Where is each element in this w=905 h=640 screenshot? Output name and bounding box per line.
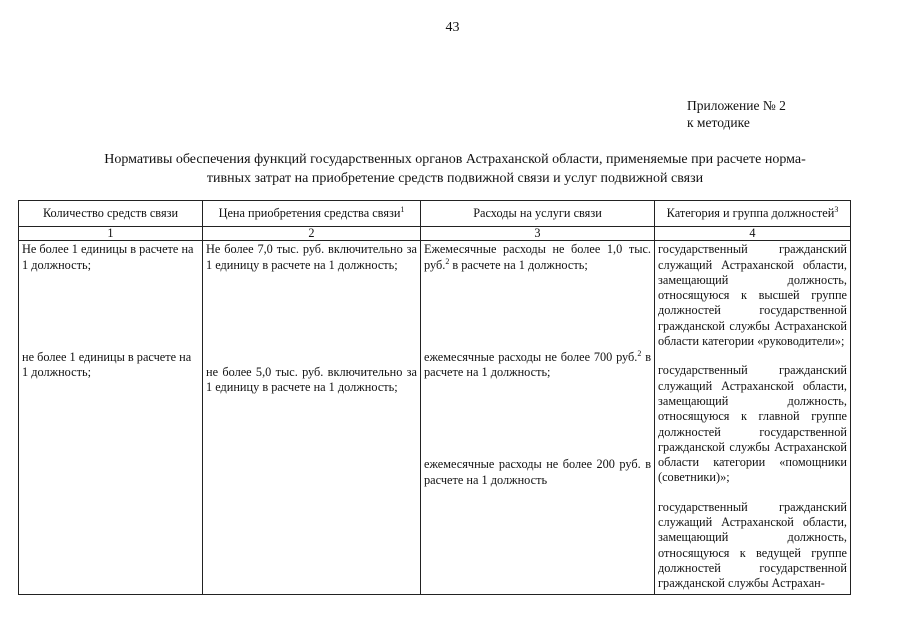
category-cell [655,241,851,595]
header-expenses: Расходы на услуги связи [421,201,655,227]
page-number: 43 [445,20,460,35]
quantity-cell [19,241,203,595]
expenses-entry-3: ежемесячные расходы не более 200 руб. в расчете на 1 должность [424,457,651,487]
price-entry-1: Не более 7,0 тыс. руб. включительно за 1 единицу в расчете на 1 должность; [206,242,417,272]
category-entry-1: государственный гражданский служащий Астраханской области, замещающий должность, относящуюся к высшей группе должностей государственной гражданской службы Астраханской области категории «руководители»; [658,242,847,349]
column-number: 1 [19,227,203,241]
norms-table [18,200,851,595]
appendix-label [687,97,786,131]
column-number: 4 [655,227,851,241]
expenses-entry-1: Ежемесячные расходы не более 1,0 тыс. руб.$^2$ в расчете на 1 должность; [424,242,651,272]
table-row [19,241,851,595]
header-category: Категория и группа должностей$^3$ [655,201,851,227]
price-cell [203,241,421,595]
table-header-row [19,201,851,227]
appendix-line-1: Приложение № 2 [687,98,786,113]
expenses-cell [421,241,655,595]
quantity-entry-2: не более 1 единицы в расчете на 1 должность; [22,349,192,380]
quantity-entry-1: Не более 1 единицы в расчете на 1 должность; [22,242,194,272]
category-entry-3: государственный гражданский служащий Астраханской области, замещающий должность, относящуюся к ведущей группе должностей государственной гражданской службы Астрахан- [658,499,847,591]
price-entry-2: не более 5,0 тыс. руб. включительно за 1 единицу в расчете на 1 должность; [206,364,417,395]
header-quantity: Количество средств связи [19,201,203,227]
header-price: Цена приобретения средства связи$^1$ [203,201,421,227]
document-title [40,150,870,188]
column-number-row [19,227,851,241]
expenses-entry-2: ежемесячные расходы не более 700 руб.$^2$ в расчете на 1 должность; [424,348,651,380]
document-title-line-1: Нормативы обеспечения функций государственных органов Астраханской области, применяемые при расчете норма- [104,152,806,167]
appendix-line-2: к методике [687,115,750,130]
column-number: 2 [203,227,421,241]
document-title-line-2: тивных затрат на приобретение средств подвижной связи и услуг подвижной связи [206,171,704,186]
column-number: 3 [421,227,655,241]
category-entry-2: государственный гражданский служащий Астраханской области, замещающий должность, относящуюся к главной группе должностей государственной гражданской службы Астраханской области категории «помощники (советники)»; [658,363,847,485]
